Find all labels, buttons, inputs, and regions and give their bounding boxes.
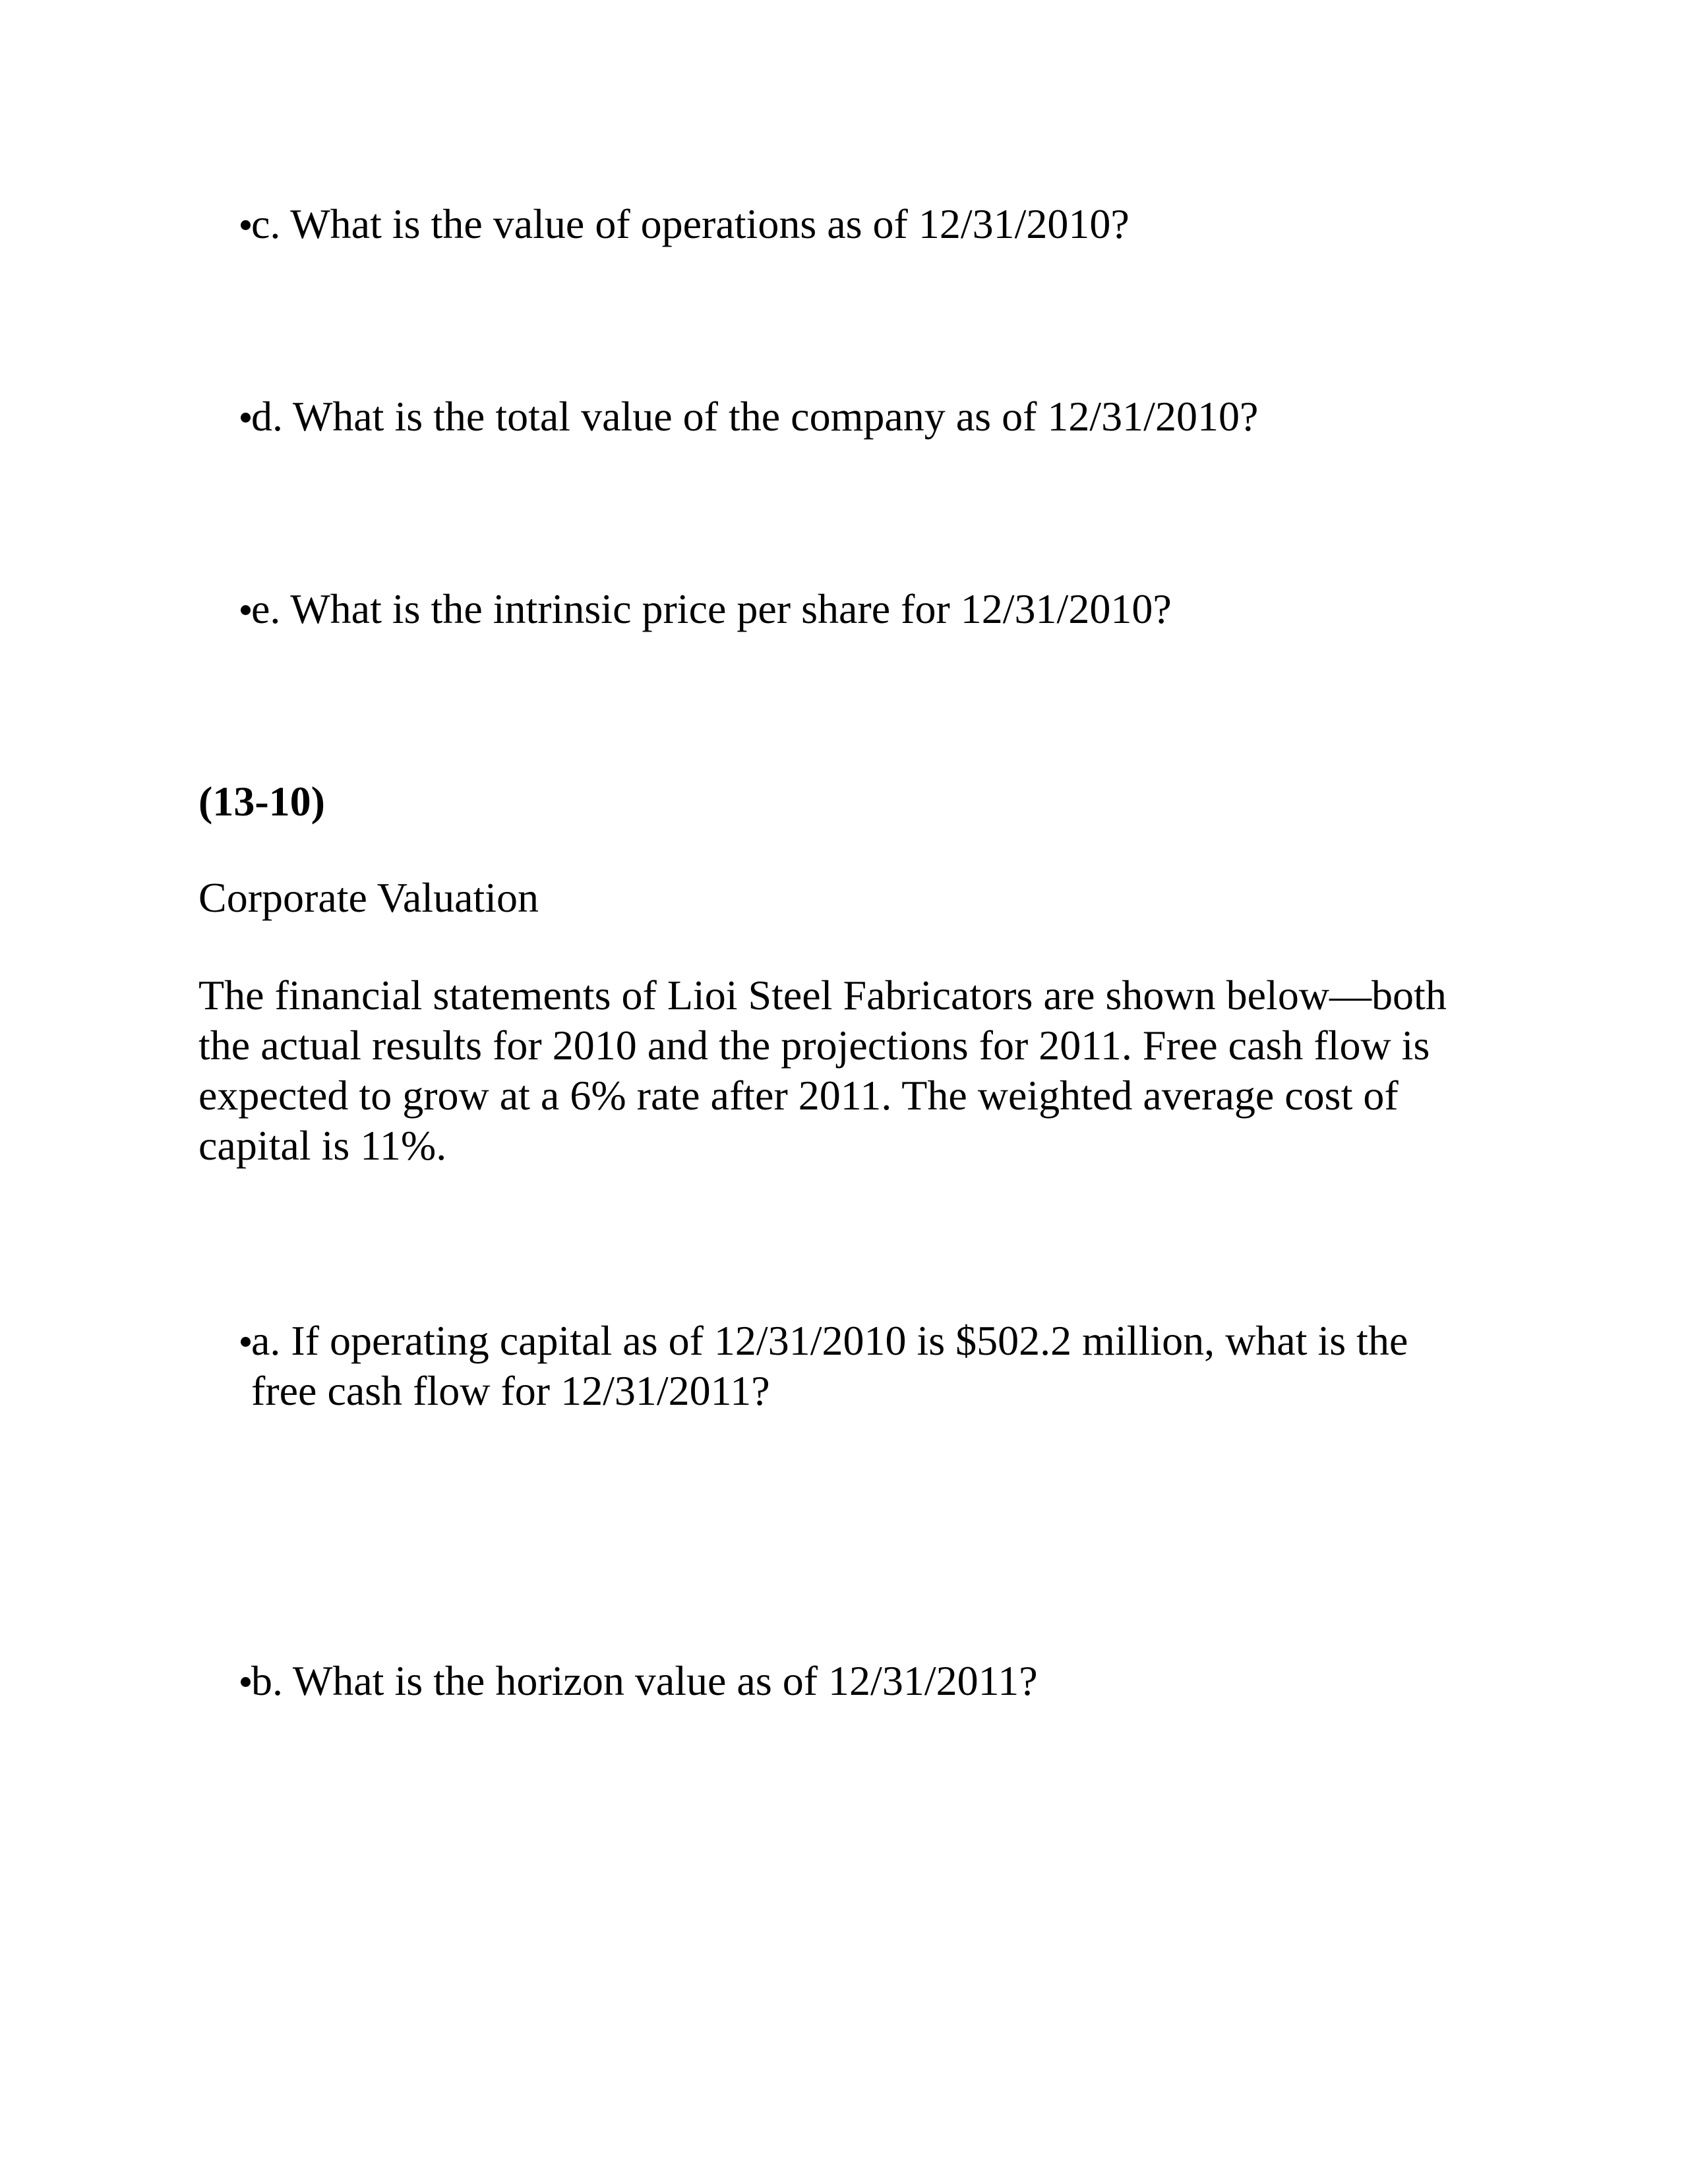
question-text: d. What is the total value of the company as of 12/31/2010? bbox=[251, 393, 1259, 440]
bullet-icon bbox=[241, 413, 251, 423]
bullet-icon bbox=[241, 1677, 251, 1687]
question-d bbox=[251, 392, 1504, 442]
question-c bbox=[251, 199, 1504, 249]
question-text: e. What is the intrinsic price per share for 12/31/2010? bbox=[251, 585, 1172, 632]
problem-description: The financial statements of Lioi Steel Fabricators are shown below—both the actual results for 2010 and the projections for 2011. Free cash flow is expected to grow at a 6% rate after 2011. The weighted average cost of capital is 11%. bbox=[198, 972, 1447, 1169]
bullet-icon bbox=[241, 220, 251, 230]
question-text: c. What is the value of operations as of 12/31/2010? bbox=[251, 200, 1130, 247]
problem-number: (13-10) bbox=[198, 778, 325, 825]
bullet-icon bbox=[241, 605, 251, 615]
question-b bbox=[251, 1656, 1504, 1706]
question-a bbox=[251, 1316, 1458, 1416]
bullet-icon bbox=[241, 1337, 251, 1347]
question-text: b. What is the horizon value as of 12/31/2011? bbox=[251, 1657, 1038, 1704]
problem-title: Corporate Valuation bbox=[198, 874, 539, 921]
question-text: a. If operating capital as of 12/31/2010 is $502.2 million, what is the free cash flow for 12/31/2011? bbox=[251, 1317, 1408, 1414]
question-e bbox=[251, 584, 1504, 634]
